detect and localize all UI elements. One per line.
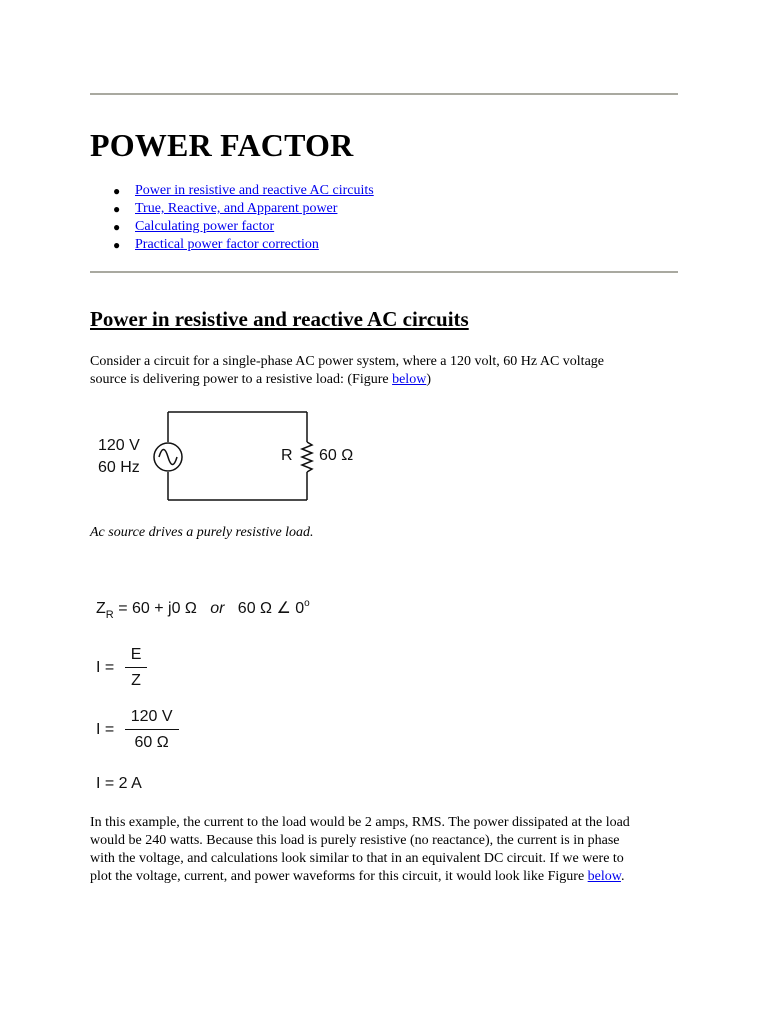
source-voltage-label: 120 V	[98, 437, 140, 454]
z-polar: 60 Ω ∠ 0	[237, 600, 305, 617]
figure-below-link[interactable]: below	[392, 372, 427, 387]
intro-line-2: source is delivering power to a resistive load: (Figure	[90, 372, 393, 387]
resistor-icon	[302, 442, 312, 472]
figure-caption: Ac source drives a purely resistive load.	[90, 525, 314, 540]
current-formula-lhs: I =	[96, 659, 115, 676]
bullet-icon: ●	[113, 184, 121, 198]
z-or: or	[210, 600, 225, 617]
numerator: 120 V	[125, 708, 179, 730]
z-rectangular: = 60 + j0 Ω	[118, 600, 197, 617]
table-of-contents	[90, 182, 374, 254]
bullet-icon: ●	[113, 220, 121, 234]
toc-item	[90, 200, 374, 218]
page-title: POWER FACTOR	[90, 127, 354, 163]
z-degree: o	[304, 598, 310, 609]
bullet-icon: ●	[113, 238, 121, 252]
toc-divider	[90, 271, 678, 273]
toc-link-calculating-power-factor[interactable]: Calculating power factor	[135, 219, 275, 234]
toc-item	[90, 218, 374, 236]
figure-below-link-2[interactable]: below	[587, 869, 621, 884]
current-result: I = 2 A	[96, 775, 142, 792]
numerator: E	[125, 646, 148, 668]
denominator: 60 Ω	[134, 734, 169, 751]
top-divider	[90, 93, 678, 95]
body-paragraph	[90, 814, 680, 886]
toc-link-power-in-circuits[interactable]: Power in resistive and reactive AC circuits	[135, 183, 374, 198]
current-substitution	[96, 708, 179, 752]
impedance-equation	[96, 598, 310, 621]
body-line-2: would be 240 watts. Because this load is purely resistive (no reactance), the current is in phase	[90, 833, 620, 848]
denominator: Z	[131, 672, 141, 689]
circuit-diagram	[90, 405, 390, 505]
source-frequency-label: 60 Hz	[98, 459, 140, 476]
intro-paragraph	[90, 353, 680, 389]
sine-wave-icon	[159, 450, 177, 465]
toc-item	[90, 236, 374, 254]
resistor-label: R	[281, 447, 293, 464]
body-line-4-end: .	[620, 869, 625, 884]
toc-link-power-factor-correction[interactable]: Practical power factor correction	[135, 237, 319, 252]
intro-line-2-end: )	[426, 372, 431, 387]
body-line-4: plot the voltage, current, and power waveforms for this circuit, it would look like Figure	[90, 869, 588, 884]
current-formula	[96, 646, 147, 690]
toc-link-true-reactive-apparent[interactable]: True, Reactive, and Apparent power	[135, 201, 338, 216]
z-symbol: Z	[96, 600, 106, 617]
body-line-3: with the voltage, and calculations look similar to that in an equivalent DC circuit. If we were to	[90, 851, 624, 866]
body-line-1: In this example, the current to the load would be 2 amps, RMS. The power dissipated at the load	[90, 815, 630, 830]
z-subscript: R	[105, 609, 114, 621]
resistance-value: 60 Ω	[319, 447, 354, 464]
toc-item	[90, 182, 374, 200]
fraction-e-over-z	[125, 646, 148, 690]
section-heading: Power in resistive and reactive AC circuits	[90, 307, 469, 331]
bullet-icon: ●	[113, 202, 121, 216]
intro-line-1: Consider a circuit for a single-phase AC power system, where a 120 volt, 60 Hz AC voltage	[90, 354, 604, 369]
fraction-voltage-over-impedance	[125, 708, 179, 752]
current-substitution-lhs: I =	[96, 721, 115, 738]
